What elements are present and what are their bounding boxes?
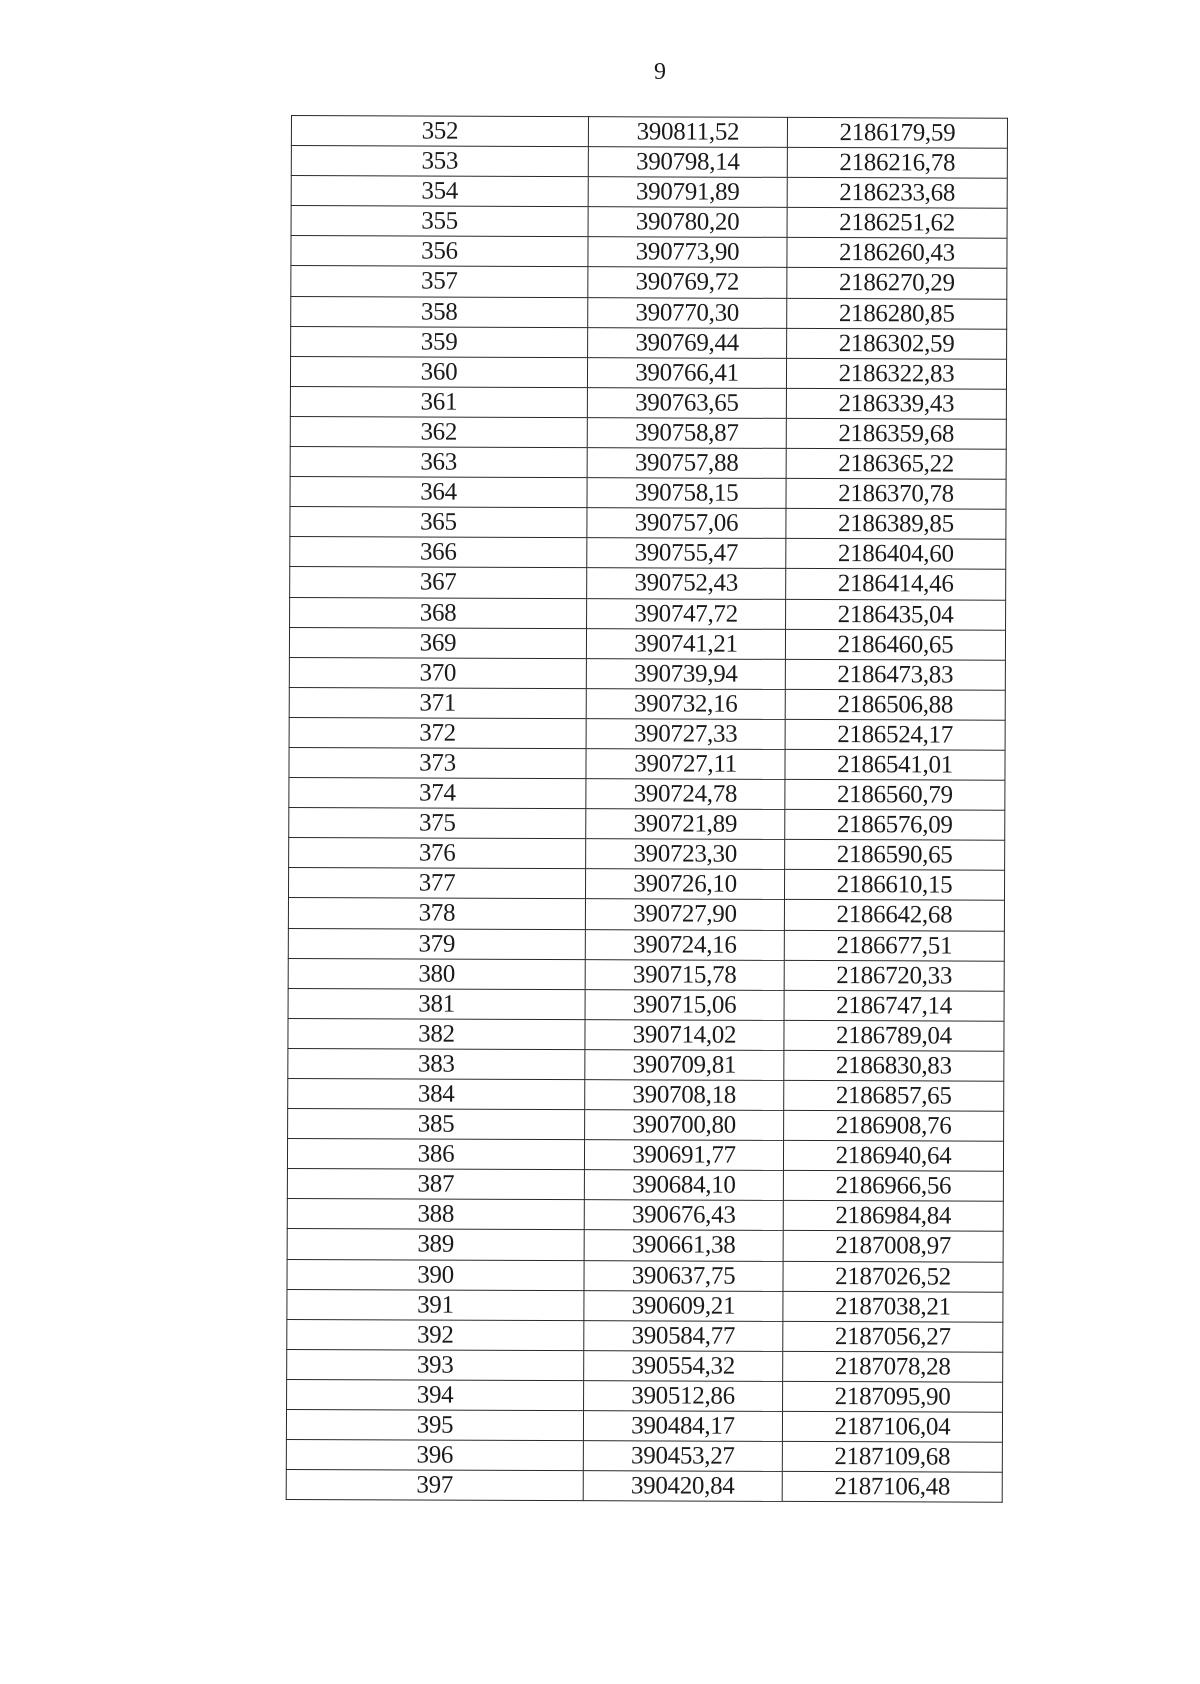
x-coordinate-cell: 390714,02: [585, 1019, 784, 1050]
point-number-cell: 383: [288, 1048, 585, 1079]
point-number-cell: 379: [288, 928, 585, 959]
table-row: [287, 1139, 1003, 1172]
x-coordinate-cell: 390420,84: [583, 1471, 782, 1502]
table-row: [288, 1018, 1004, 1051]
y-coordinate-cell: 2187095,90: [783, 1381, 1003, 1412]
y-coordinate-cell: 2187038,21: [783, 1291, 1003, 1322]
x-coordinate-cell: 390766,41: [587, 357, 786, 388]
x-coordinate-cell: 390758,87: [587, 418, 786, 449]
point-number-cell: 368: [290, 597, 587, 628]
table-row: [289, 808, 1005, 841]
table-row: [286, 1440, 1002, 1473]
y-coordinate-cell: 2187106,48: [782, 1472, 1002, 1503]
y-coordinate-cell: 2187026,52: [783, 1261, 1003, 1292]
point-number-cell: 355: [291, 206, 588, 237]
y-coordinate-cell: 2186747,14: [784, 990, 1004, 1021]
y-coordinate-cell: 2186940,64: [783, 1141, 1003, 1172]
point-number-cell: 381: [288, 988, 585, 1019]
table-row: [289, 657, 1005, 690]
point-number-cell: 390: [287, 1259, 584, 1290]
table-row: [287, 1259, 1003, 1292]
table-row: [291, 266, 1007, 299]
table-row: [288, 1078, 1004, 1111]
y-coordinate-cell: 2186789,04: [784, 1020, 1004, 1051]
point-number-cell: 382: [288, 1018, 585, 1049]
table-row: [289, 627, 1005, 660]
table-row: [289, 747, 1005, 780]
y-coordinate-cell: 2186506,88: [785, 689, 1005, 720]
x-coordinate-cell: 390554,32: [584, 1350, 783, 1381]
table-row: [287, 1289, 1003, 1322]
table-row: [287, 1319, 1003, 1352]
x-coordinate-cell: 390709,81: [585, 1050, 784, 1081]
x-coordinate-cell: 390700,80: [585, 1110, 784, 1141]
table-row: [291, 296, 1007, 329]
y-coordinate-cell: 2187109,68: [782, 1442, 1002, 1473]
x-coordinate-cell: 390732,16: [586, 688, 785, 719]
x-coordinate-cell: 390724,78: [586, 779, 785, 810]
x-coordinate-cell: 390741,21: [586, 628, 785, 659]
y-coordinate-cell: 2186280,85: [787, 298, 1007, 329]
point-number-cell: 361: [290, 386, 587, 417]
x-coordinate-cell: 390684,10: [584, 1170, 783, 1201]
table-row: [288, 1109, 1004, 1142]
point-number-cell: 365: [290, 507, 587, 538]
x-coordinate-cell: 390724,16: [585, 929, 784, 960]
coordinates-table: [286, 115, 1008, 1503]
table-row: [290, 416, 1006, 449]
y-coordinate-cell: 2186720,33: [784, 960, 1004, 991]
point-number-cell: 380: [288, 958, 585, 989]
x-coordinate-cell: 390752,43: [587, 568, 786, 599]
y-coordinate-cell: 2187078,28: [783, 1351, 1003, 1382]
x-coordinate-cell: 390637,75: [584, 1260, 783, 1291]
x-coordinate-cell: 390453,27: [583, 1441, 782, 1472]
table-row: [290, 447, 1006, 480]
table-row: [291, 116, 1007, 149]
table-row: [288, 928, 1004, 961]
y-coordinate-cell: 2186322,83: [786, 358, 1006, 389]
point-number-cell: 363: [290, 447, 587, 478]
point-number-cell: 387: [287, 1169, 584, 1200]
table-row: [291, 326, 1007, 359]
y-coordinate-cell: 2186642,68: [784, 900, 1004, 931]
y-coordinate-cell: 2186216,78: [787, 147, 1007, 178]
point-number-cell: 373: [289, 747, 586, 778]
point-number-cell: 359: [291, 326, 588, 357]
x-coordinate-cell: 390721,89: [586, 809, 785, 840]
table-row: [289, 838, 1005, 871]
y-coordinate-cell: 2187008,97: [783, 1231, 1003, 1262]
y-coordinate-cell: 2186251,62: [787, 208, 1007, 239]
point-number-cell: 367: [290, 567, 587, 598]
x-coordinate-cell: 390484,17: [583, 1411, 782, 1442]
x-coordinate-cell: 390769,44: [588, 327, 787, 358]
table-row: [287, 1379, 1003, 1412]
point-number-cell: 378: [288, 898, 585, 929]
table-row: [290, 597, 1006, 630]
y-coordinate-cell: 2186302,59: [787, 328, 1007, 359]
x-coordinate-cell: 390727,90: [585, 899, 784, 930]
x-coordinate-cell: 390739,94: [586, 658, 785, 689]
point-number-cell: 357: [291, 266, 588, 297]
table-row: [290, 386, 1006, 419]
point-number-cell: 394: [287, 1379, 584, 1410]
x-coordinate-cell: 390609,21: [584, 1290, 783, 1321]
x-coordinate-cell: 390715,78: [585, 959, 784, 990]
table-row: [287, 1199, 1003, 1232]
y-coordinate-cell: 2186830,83: [784, 1050, 1004, 1081]
y-coordinate-cell: 2186677,51: [784, 930, 1004, 961]
x-coordinate-cell: 390584,77: [584, 1320, 783, 1351]
y-coordinate-cell: 2186908,76: [784, 1110, 1004, 1141]
y-coordinate-cell: 2186560,79: [785, 779, 1005, 810]
point-number-cell: 397: [286, 1470, 583, 1501]
point-number-cell: 392: [287, 1319, 584, 1350]
y-coordinate-cell: 2186270,29: [787, 268, 1007, 299]
table-row: [290, 537, 1006, 570]
table-row: [288, 988, 1004, 1021]
y-coordinate-cell: 2186460,65: [785, 629, 1005, 660]
x-coordinate-cell: 390769,72: [588, 267, 787, 298]
x-coordinate-cell: 390708,18: [585, 1080, 784, 1111]
x-coordinate-cell: 390661,38: [584, 1230, 783, 1261]
table-row: [288, 868, 1004, 901]
table-row: [291, 146, 1007, 179]
y-coordinate-cell: 2186365,22: [786, 448, 1006, 479]
y-coordinate-cell: 2186339,43: [786, 388, 1006, 419]
point-number-cell: 356: [291, 236, 588, 267]
table-row: [290, 477, 1006, 510]
y-coordinate-cell: 2186435,04: [786, 599, 1006, 630]
x-coordinate-cell: 390715,06: [585, 989, 784, 1020]
y-coordinate-cell: 2186370,78: [786, 479, 1006, 510]
point-number-cell: 375: [289, 808, 586, 839]
x-coordinate-cell: 390726,10: [585, 869, 784, 900]
point-number-cell: 370: [289, 657, 586, 688]
point-number-cell: 362: [290, 416, 587, 447]
y-coordinate-cell: 2187056,27: [783, 1321, 1003, 1352]
point-number-cell: 388: [287, 1199, 584, 1230]
y-coordinate-cell: 2186857,65: [784, 1080, 1004, 1111]
y-coordinate-cell: 2186590,65: [785, 840, 1005, 871]
y-coordinate-cell: 2186524,17: [785, 719, 1005, 750]
point-number-cell: 386: [287, 1139, 584, 1170]
table-row: [287, 1349, 1003, 1382]
point-number-cell: 352: [291, 116, 588, 147]
point-number-cell: 389: [287, 1229, 584, 1260]
x-coordinate-cell: 390512,86: [584, 1381, 783, 1412]
table-row: [287, 1169, 1003, 1202]
x-coordinate-cell: 390811,52: [588, 117, 787, 148]
y-coordinate-cell: 2186541,01: [785, 749, 1005, 780]
y-coordinate-cell: 2187106,04: [782, 1411, 1002, 1442]
y-coordinate-cell: 2186610,15: [784, 870, 1004, 901]
table-row: [288, 1048, 1004, 1081]
point-number-cell: 385: [288, 1109, 585, 1140]
point-number-cell: 377: [288, 868, 585, 899]
y-coordinate-cell: 2186389,85: [786, 509, 1006, 540]
table-row: [289, 687, 1005, 720]
table-row: [291, 176, 1007, 209]
coordinates-table-body: [286, 116, 1007, 1503]
point-number-cell: 360: [290, 356, 587, 387]
table-row: [287, 1229, 1003, 1262]
x-coordinate-cell: 390727,11: [586, 749, 785, 780]
page-number: 9: [654, 59, 666, 85]
x-coordinate-cell: 390757,06: [587, 508, 786, 539]
table-row: [289, 717, 1005, 750]
x-coordinate-cell: 390791,89: [588, 177, 787, 208]
point-number-cell: 358: [291, 296, 588, 327]
x-coordinate-cell: 390757,88: [587, 448, 786, 479]
x-coordinate-cell: 390676,43: [584, 1200, 783, 1231]
y-coordinate-cell: 2186404,60: [786, 539, 1006, 570]
y-coordinate-cell: 2186260,43: [787, 238, 1007, 269]
point-number-cell: 393: [287, 1349, 584, 1380]
point-number-cell: 391: [287, 1289, 584, 1320]
point-number-cell: 364: [290, 477, 587, 508]
y-coordinate-cell: 2186414,46: [786, 569, 1006, 600]
table-row: [291, 236, 1007, 269]
x-coordinate-cell: 390727,33: [586, 719, 785, 750]
table-row: [289, 778, 1005, 811]
table-row: [288, 958, 1004, 991]
x-coordinate-cell: 390723,30: [586, 839, 785, 870]
x-coordinate-cell: 390780,20: [588, 207, 787, 238]
y-coordinate-cell: 2186473,83: [785, 659, 1005, 690]
y-coordinate-cell: 2186984,84: [783, 1201, 1003, 1232]
point-number-cell: 374: [289, 778, 586, 809]
y-coordinate-cell: 2186359,68: [786, 418, 1006, 449]
x-coordinate-cell: 390770,30: [588, 297, 787, 328]
x-coordinate-cell: 390755,47: [587, 538, 786, 569]
y-coordinate-cell: 2186179,59: [787, 117, 1007, 148]
table-row: [286, 1470, 1002, 1503]
point-number-cell: 376: [289, 838, 586, 869]
y-coordinate-cell: 2186966,56: [783, 1171, 1003, 1202]
x-coordinate-cell: 390747,72: [587, 598, 786, 629]
x-coordinate-cell: 390773,90: [588, 237, 787, 268]
table-row: [290, 356, 1006, 389]
point-number-cell: 384: [288, 1078, 585, 1109]
point-number-cell: 371: [289, 687, 586, 718]
table-row: [290, 507, 1006, 540]
point-number-cell: 372: [289, 717, 586, 748]
table-row: [291, 206, 1007, 239]
point-number-cell: 396: [286, 1440, 583, 1471]
table-row: [290, 567, 1006, 600]
x-coordinate-cell: 390798,14: [588, 147, 787, 178]
point-number-cell: 366: [290, 537, 587, 568]
table-row: [288, 898, 1004, 931]
point-number-cell: 353: [291, 146, 588, 177]
y-coordinate-cell: 2186576,09: [785, 810, 1005, 841]
y-coordinate-cell: 2186233,68: [787, 178, 1007, 209]
point-number-cell: 369: [289, 627, 586, 658]
point-number-cell: 395: [286, 1410, 583, 1441]
point-number-cell: 354: [291, 176, 588, 207]
table-row: [286, 1410, 1002, 1443]
x-coordinate-cell: 390763,65: [587, 387, 786, 418]
x-coordinate-cell: 390758,15: [587, 478, 786, 509]
x-coordinate-cell: 390691,77: [584, 1140, 783, 1171]
